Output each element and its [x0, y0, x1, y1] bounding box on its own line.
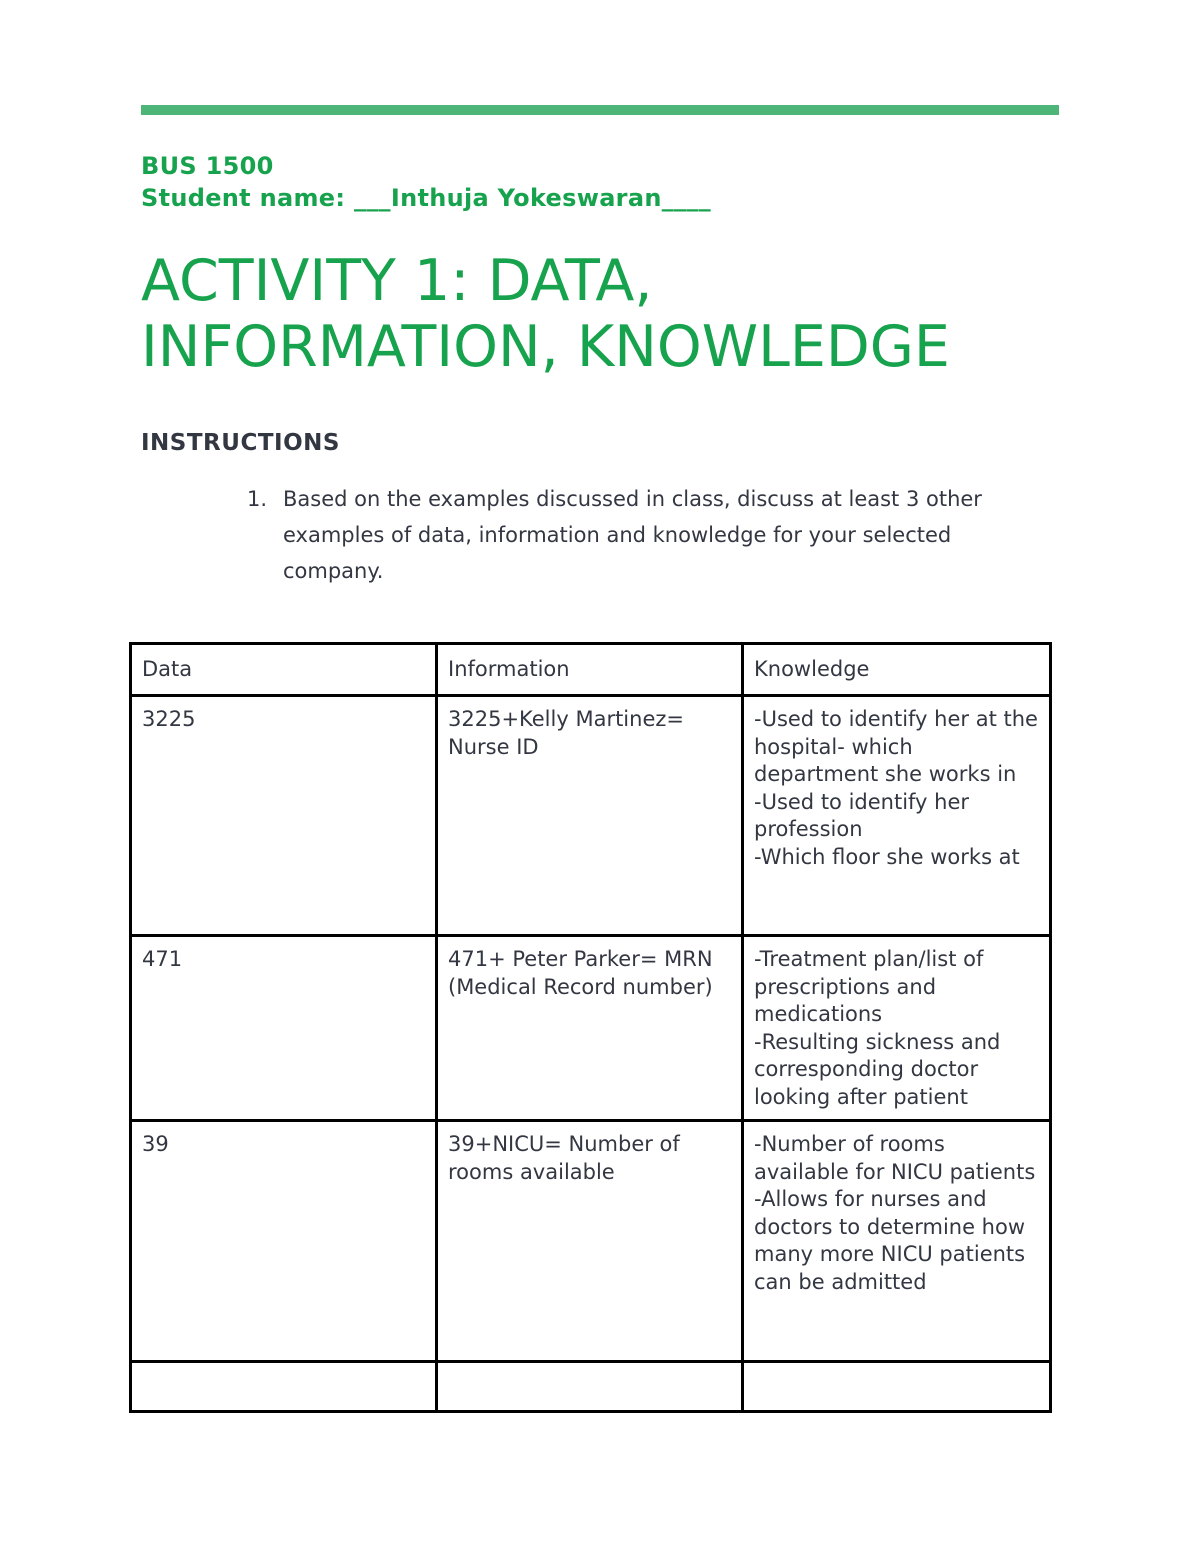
knowledge-line: -Number of rooms available for NICU patients [754, 1132, 1036, 1184]
table-row [131, 696, 1051, 936]
knowledge-cell [743, 1121, 1051, 1362]
student-name-label: Student name: [141, 184, 354, 212]
table-row-empty [131, 1362, 1051, 1412]
information-cell: 3225+Kelly Martinez= Nurse ID [437, 696, 743, 936]
data-information-knowledge-table [129, 642, 1052, 1413]
knowledge-line: -Which floor she works at [754, 844, 1020, 869]
knowledge-cell [743, 936, 1051, 1121]
data-cell: 3225 [131, 696, 437, 936]
data-cell: 471 [131, 936, 437, 1121]
knowledge-cell [743, 696, 1051, 936]
page-title [141, 248, 950, 380]
knowledge-line: -Used to identify her profession [754, 789, 970, 841]
header-cell-information: Information [437, 644, 743, 696]
information-cell: 471+ Peter Parker= MRN (Medical Record number) [437, 936, 743, 1121]
knowledge-line: -Allows for nurses and doctors to determine how many more NICU patients can be admitted [754, 1187, 1026, 1294]
page-title-line-1: ACTIVITY 1: DATA, [141, 248, 653, 314]
instruction-number: 1. [247, 487, 268, 511]
page-title-line-2: INFORMATION, KNOWLEDGE [141, 314, 950, 380]
information-cell: 39+NICU= Number of rooms available [437, 1121, 743, 1362]
table-row [131, 936, 1051, 1121]
data-cell [131, 1362, 437, 1412]
knowledge-line: -Used to identify her at the hospital- which department she works in [754, 707, 1038, 786]
course-code: BUS 1500 [141, 152, 274, 180]
knowledge-cell [743, 1362, 1051, 1412]
header-cell-data: Data [131, 644, 437, 696]
header-accent-rule [141, 105, 1059, 115]
data-cell: 39 [131, 1121, 437, 1362]
information-cell [437, 1362, 743, 1412]
student-name-value: ___Inthuja Yokeswaran____ [353, 184, 711, 212]
table-row [131, 1121, 1051, 1362]
table-header-row [131, 644, 1051, 696]
header-cell-knowledge: Knowledge [743, 644, 1051, 696]
student-name-line [141, 182, 711, 214]
knowledge-line: -Resulting sickness and corresponding doctor looking after patient [754, 1029, 1001, 1109]
instruction-text: Based on the examples discussed in class, discuss at least 3 other examples of data, information and knowledge for your selected company. [283, 487, 982, 583]
knowledge-line: -Treatment plan/list of prescriptions and medications [754, 947, 984, 1026]
instructions-heading: INSTRUCTIONS [141, 430, 340, 456]
